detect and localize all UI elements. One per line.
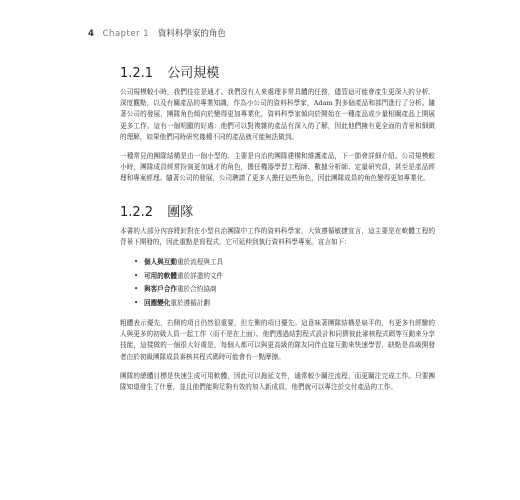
page-number: 4 bbox=[88, 29, 94, 39]
list-item bbox=[134, 270, 435, 284]
list-item-text: 重於遵循計劃 bbox=[170, 298, 210, 307]
list-item-bold: 回應變化 bbox=[144, 298, 171, 307]
list-item-bold: 個人與互動 bbox=[144, 258, 177, 267]
paragraph: 公司規模較小時，我們往往是通才。我們沒有人來處理非常具體的任務，儘管這可能會產生更深入的分析、深度觀點，以及有關產品的專業知識，作為小公司的資料科學家，Adam 對多個產品和部門進行了分析。隨著公司的發展，團隊角色傾向於變得更加專業化，資料科學家傾向於開始在一種產品或少量相關產品上開展更多工作。這有一個明顯的好處：他們可以對複雜的產品有深入的了解，因此他們擁有更全面的背景和細緻的理解，如果他們同時研究幾種不同的產品就可能無法做到。 bbox=[120, 88, 435, 141]
section-number: 1.2.1 bbox=[120, 66, 154, 81]
section-title: 團隊 bbox=[167, 204, 194, 220]
list-item-text: 重於合約協商 bbox=[176, 285, 217, 294]
page-content bbox=[120, 62, 435, 401]
list-item-bold: 與客戶合作 bbox=[144, 285, 177, 294]
chapter-title: 資料科學家的角色 bbox=[157, 29, 226, 39]
chapter-label: Chapter 1 bbox=[102, 29, 150, 39]
list-item-text: 重於詳盡的文件 bbox=[176, 271, 224, 280]
list-item bbox=[134, 283, 435, 297]
paragraph: 團隊的總體目標是快速生成可用軟體，因此可以拖延文件，通常較少關注流程，而更關注完成工作。只要團隊知道發生了什麼，並且他們能夠足夠有效的加入新成員，他們就可以專注於交付產品的工作。 bbox=[120, 371, 435, 392]
list-item bbox=[134, 297, 435, 311]
paragraph: 一種常見的團隊結構是由一個小型的、主要是自治的團隊建構和維護產品，下一節會詳細介紹。公司規模較小時，團隊成員經常扮演更加通才的角色，擔任機器學習工程師、數據分析師、定量研究員，甚至是產品經理和專案經理。隨著公司的發展，公司聘請了更多人擔任這些角色，因此團隊成員的角色變得更加專業化。 bbox=[120, 152, 435, 183]
page-header bbox=[88, 27, 226, 39]
section-heading-company-size bbox=[120, 62, 435, 81]
list-item bbox=[134, 256, 435, 270]
section-number: 1.2.2 bbox=[120, 204, 154, 220]
list-item-text: 重於流程與工具 bbox=[176, 258, 224, 267]
section-heading-team bbox=[120, 201, 435, 220]
list-item-bold: 可用的軟體 bbox=[144, 271, 177, 280]
paragraph: 本書的大部分內容將針對在小型自治團隊中工作的資料科學家，大致遵循敏捷宣言，這主要是在軟體工程的背景下開發的，因此重點是寫程式，它可延伸到執行資料科學專案。宣言如下： bbox=[120, 226, 435, 246]
paragraph: 粗體表示優先，右側的項目仍然很重要，但左側的項目優先。這意味著團隊結構是扁平的，有更多有經驗的人與更多的初級人員一起工作（而不是在上面）。他們透過結對程式設計和同儕彼此審核程式碼等互動來分享技能，這樣做的一個很大好處是，每個人都可以與更高級的隊友同伴直接互動來快速學習，缺點是高級開發者由於初級團隊成員審核其程式碼時可能會有一點摩擦。 bbox=[120, 319, 435, 361]
section-title: 公司規模 bbox=[167, 66, 220, 81]
manifesto-list bbox=[120, 256, 435, 310]
